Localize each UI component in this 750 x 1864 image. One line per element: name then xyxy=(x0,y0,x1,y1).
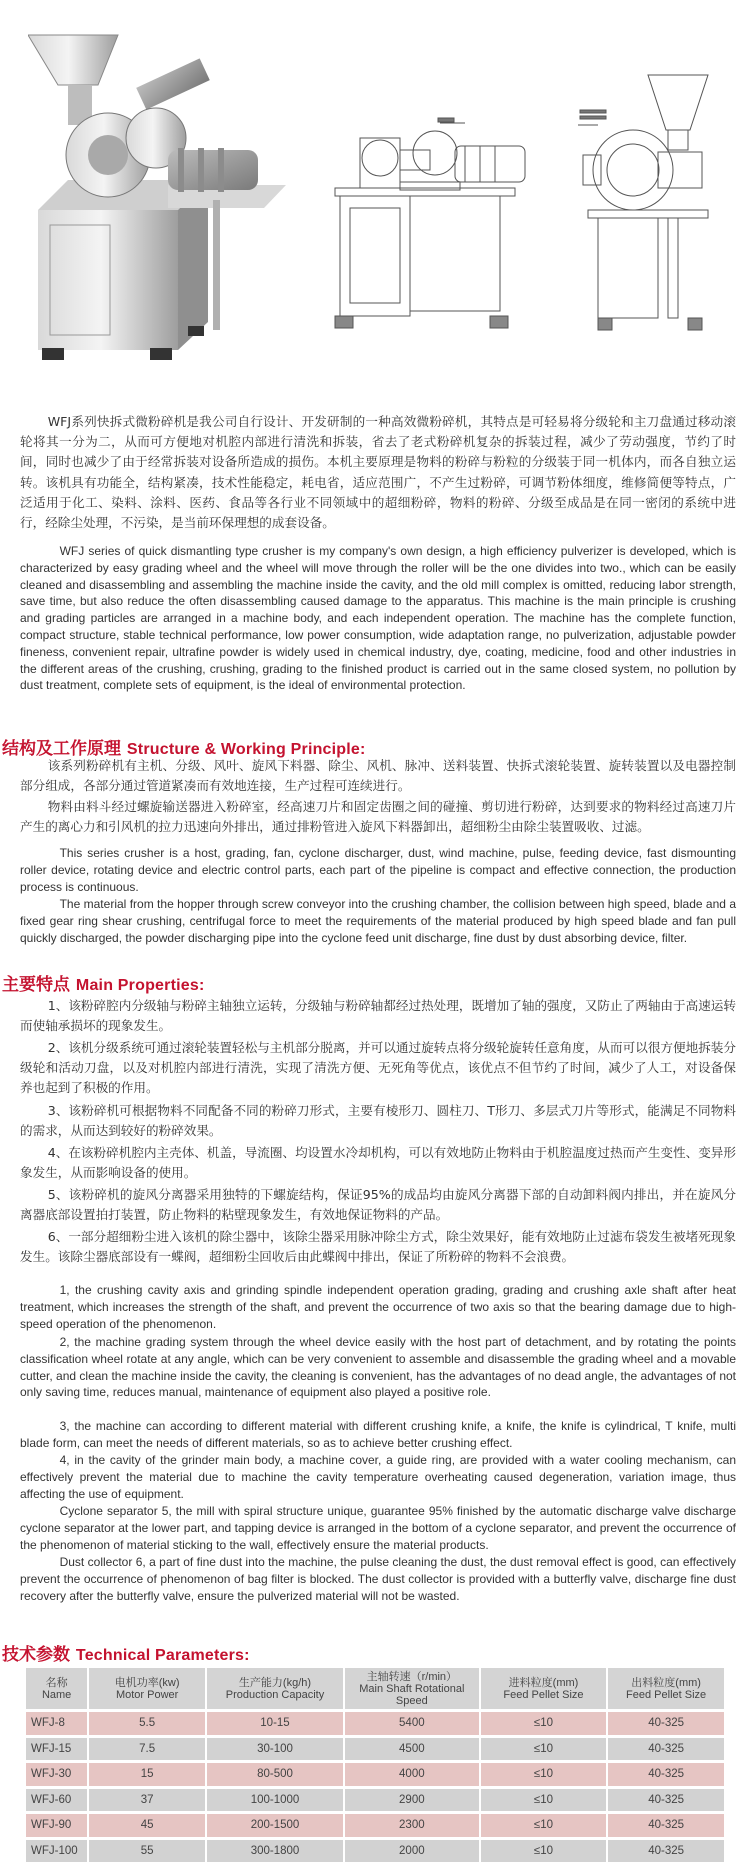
property-en-4: 4, in the cavity of the grinder main body, a machine cover, a guide ring, are provided with a water cooling mechanism, can effectively prevent the material due to machine the cavity temperature overheating caused degeneration, variation image, thus affecting the use of equipment. xyxy=(20,1453,736,1501)
property-cn-2: 2、该机分级系统可通过滚轮装置轻松与主机部分脱离，并可以通过旋转点将分级轮旋转任意角度，从而可以很方便地拆装分级轮和活动刀盘，以及对机腔内部进行清洗，实现了清洗方便、无死角等优点，该优点不但节约了时间，减少了人工，对设备保养也起到了积极的作用。 xyxy=(20,1040,736,1096)
structure-text-en-2: The material from the hopper through screw conveyor into the crushing chamber, the collision between high speed, blade and a fixed gear ring shear crushing, centrifugal force to meet the requirements of the material produced by high speed blade and fan pull quickly discharged, the powder discharging pipe into the cyclone feed unit discharge, fine dust by dust absorbing device, filter. xyxy=(20,897,736,945)
table-cell: 2000 xyxy=(344,1838,480,1862)
intro-text-cn: WFJ系列快拆式微粉碎机是我公司自行设计、开发研制的一种高效微粉碎机，其特点是可轻易将分级轮和主刀盘通过移动滚轮将其一分为二，从而可方便地对机腔内部进行清洗和拆装，省去了老式粉碎机复杂的拆装过程，减少了劳动强度，节约了时间，同时也减少了由于经常拆装对设备所造成的损伤。本机主要原理是物料的粉碎与粉粒的分级装于同一机体内，而各自独立运转。该机具有功能全，结构紧凑，技术性能稳定，耗电省，适应范围广，不产生过粉碎，可调节粉体细度，维修简便等特点，广泛适用于化工、染料、涂料、医药、食品等各行业不同领域中的超细粉碎，物料的粉碎、分级至成品是在同一密闭的系统中进行，经除尘处理，不污染，是当前环保理想的成套设备。 xyxy=(20,414,736,531)
col-header-capacity: 生产能力(kg/h) Production Capacity xyxy=(206,1668,344,1711)
table-cell: ≤10 xyxy=(480,1838,607,1862)
table-cell: 5.5 xyxy=(88,1711,206,1737)
table-cell: 200-1500 xyxy=(206,1813,344,1839)
properties-heading-cn: 主要特点 xyxy=(2,975,70,995)
structure-text-cn-2: 物料由料斗经过螺旋输送器进入粉碎室，经高速刀片和固定齿圈之间的碰撞、剪切进行粉碎，达到要求的物料经过高速刀片产生的离心力和引风机的拉力迅速向外排出，通过排粉管进入旋风下料器卸出，超细粉尘由除尘装置吸收、过滤。 xyxy=(20,799,736,835)
table-row xyxy=(26,1762,725,1788)
tech-heading-cn: 技术参数 xyxy=(2,1645,70,1665)
table-cell: 80-500 xyxy=(206,1762,344,1788)
table-cell: ≤10 xyxy=(480,1736,607,1762)
col-header-name: 名称 Name xyxy=(26,1668,88,1711)
table-cell: 37 xyxy=(88,1787,206,1813)
table-header-row xyxy=(26,1668,725,1711)
table-cell: 300-1800 xyxy=(206,1838,344,1862)
table-row xyxy=(26,1813,725,1839)
property-cn-1: 1、该粉碎腔内分级轴与粉碎主轴独立运转，分级轴与粉碎轴都经过热处理，既增加了轴的强度，又防止了两轴由于高速运转而使轴承损坏的现象发生。 xyxy=(20,998,736,1034)
structure-heading-en: Structure & Working Principle: xyxy=(126,741,366,758)
col-header-output-size: 出料粒度(mm) Feed Pellet Size xyxy=(607,1668,725,1711)
structure-text-cn-1: 该系列粉碎机有主机、分级、风叶、旋风下料器、除尘、风机、脉冲、送料装置、快拆式滚轮装置、旋转装置以及电器控制部分组成，各部分通过管道紧凑而有效地连接，生产过程可连续进行。 xyxy=(20,758,736,794)
properties-heading-en: Main Properties: xyxy=(75,977,205,994)
table-cell: 55 xyxy=(88,1838,206,1862)
property-en-2: 2, the machine grading system through the wheel device easily with the host part of detachment, and by rotating the points classification wheel rotate at any angle, which can be very convenient to assemble and disassemble the grading wheel and a movable cutter, and clean the machine inside the cavity, the cleaning is convenient, has the advantages of no dead angle, the advantages of not only saving time, reduces manual, maintenance of equipment also played a positive role. xyxy=(20,1335,736,1400)
table-cell: WFJ-60 xyxy=(26,1787,88,1813)
table-cell: ≤10 xyxy=(480,1813,607,1839)
table-cell: 30-100 xyxy=(206,1736,344,1762)
col-header-speed: 主轴转速（r/min） Main Shaft Rotational Speed xyxy=(344,1668,480,1711)
table-cell: 4500 xyxy=(344,1736,480,1762)
property-en-5: Cyclone separator 5, the mill with spiral structure unique, guarantee 95% finished by the automatic discharge valve discharge cyclone separator at the lower part, and tapping device is arranged in the bottom of a cyclone separator, and prevent the occurrence of the phenomenon of material sticking to the wall, effectively ensure the material products. xyxy=(20,1504,736,1552)
table-cell: 4000 xyxy=(344,1762,480,1788)
machine-photo xyxy=(28,30,286,370)
table-cell: WFJ-90 xyxy=(26,1813,88,1839)
table-cell: WFJ-100 xyxy=(26,1838,88,1862)
table-cell: ≤10 xyxy=(480,1787,607,1813)
property-en-6: Dust collector 6, a part of fine dust into the machine, the pulse cleaning the dust, the dust removal effect is good, can effectively prevent the occurrence of phenomenon of bag filter is blocked. The dust collector is provided with a butterfly valve, discharge fine dust recovery after the butterfly valve, ensure the pulverized material will not be wasted. xyxy=(20,1555,736,1603)
table-cell: 10-15 xyxy=(206,1711,344,1737)
table-cell: 40-325 xyxy=(607,1813,725,1839)
table-cell: 40-325 xyxy=(607,1736,725,1762)
property-en-3: 3, the machine can according to different material with different crushing knife, a knife, the knife is cylindrical, T knife, multi blade form, can meet the needs of different materials, so as to achieve better crushing effect. xyxy=(20,1419,736,1450)
table-cell: WFJ-30 xyxy=(26,1762,88,1788)
table-cell: ≤10 xyxy=(480,1762,607,1788)
property-cn-5: 5、该粉碎机的旋风分离器采用独特的下螺旋结构，保证95%的成品均由旋风分离器下部的自动卸料阀内排出，并在旋风分离器底部设置拍打装置，防止物料的粘壁现象发生，有效地保证物料的产品。 xyxy=(20,1187,736,1223)
table-row xyxy=(26,1736,725,1762)
technical-parameters-table xyxy=(26,1668,726,1862)
properties-heading xyxy=(2,970,204,995)
property-cn-6: 6、一部分超细粉尘进入该机的除尘器中，该除尘器采用脉冲除尘方式，除尘效果好，能有效地防止过滤布袋发生被堵死现象发生。该除尘器底部设有一蝶阀，超细粉尘回收后由此蝶阀中排出，保证了所粉碎的物料不会浪费。 xyxy=(20,1229,736,1265)
table-cell: ≤10 xyxy=(480,1711,607,1737)
property-cn-4: 4、在该粉碎机腔内主壳体、机盖，导流圈、均设置水冷却机构，可以有效地防止物料由于机腔温度过热而产生变性、变异形象发生，从而影响设备的使用。 xyxy=(20,1145,736,1181)
property-cn-3: 3、该粉碎机可根据物料不同配备不同的粉碎刀形式，主要有棱形刀、圆柱刀、T形刀、多层式刀片等形式，能满足不同物料的需求，从而达到较好的粉碎效果。 xyxy=(20,1103,736,1139)
table-cell: 2900 xyxy=(344,1787,480,1813)
table-cell: 7.5 xyxy=(88,1736,206,1762)
table-row xyxy=(26,1787,725,1813)
table-cell: 100-1000 xyxy=(206,1787,344,1813)
tech-heading xyxy=(2,1640,250,1665)
table-cell: 5400 xyxy=(344,1711,480,1737)
table-cell: WFJ-15 xyxy=(26,1736,88,1762)
table-cell: 40-325 xyxy=(607,1838,725,1862)
structure-text-en-1: This series crusher is a host, grading, fan, cyclone discharger, dust, wind machine, pulse, feeding device, fast dismounting roller device, rotating device and electric control parts, each part of the pipeline is compact and effective connection, the production process is continuous. xyxy=(20,846,736,894)
table-row xyxy=(26,1838,725,1862)
property-en-1: 1, the crushing cavity axis and grinding spindle independent operation grading, grading and crushing axle shaft after heat treatment, which increases the strength of the shaft, and prevent the occurrence of two axis so that the bearing damage due to high-speed operation of the phenomenon. xyxy=(20,1283,736,1331)
table-cell: 2300 xyxy=(344,1813,480,1839)
table-cell: WFJ-8 xyxy=(26,1711,88,1737)
technical-drawing-front xyxy=(330,108,560,336)
table-row xyxy=(26,1711,725,1737)
col-header-motor-power: 电机功率(kw) Motor Power xyxy=(88,1668,206,1711)
technical-drawing-side xyxy=(578,70,728,336)
intro-text-en: WFJ series of quick dismantling type crusher is my company's own design, a high efficiency pulverizer is developed, which is characterized by easy grading wheel and the wheel will move through the roller will be the one divides into two., which can be easily cleaned and disassembling and assembling the machine inside the cavity, and the old mill complex is omitted, reducing labor strength, save time, but also reduce the often disassembling caused damage to the apparatus. This machine is the main principle is crushing and grading particles are arranged in a machine body, and each independent operation. The machine has the complete function, compact structure, stable technical performance, low power consumption, wide adaptation range, no pulverization, adjustable powder fineness, convenient repair, ultrafine powder is widely used in chemical industry, dye, coating, medicine, food and other industries in the different areas of the crushing, crushing, grading to the finished product is carried out in the same closed system, no pollution by dust treatment, complete sets of equipment, is the ideal of environmental protection. xyxy=(20,544,736,693)
col-header-feed-size: 进料粒度(mm) Feed Pellet Size xyxy=(480,1668,607,1711)
table-cell: 45 xyxy=(88,1813,206,1839)
table-cell: 40-325 xyxy=(607,1762,725,1788)
product-images xyxy=(0,0,750,410)
structure-heading-cn: 结构及工作原理 xyxy=(2,739,121,759)
table-cell: 15 xyxy=(88,1762,206,1788)
tech-heading-en: Technical Parameters: xyxy=(75,1647,250,1664)
table-cell: 40-325 xyxy=(607,1711,725,1737)
table-cell: 40-325 xyxy=(607,1787,725,1813)
